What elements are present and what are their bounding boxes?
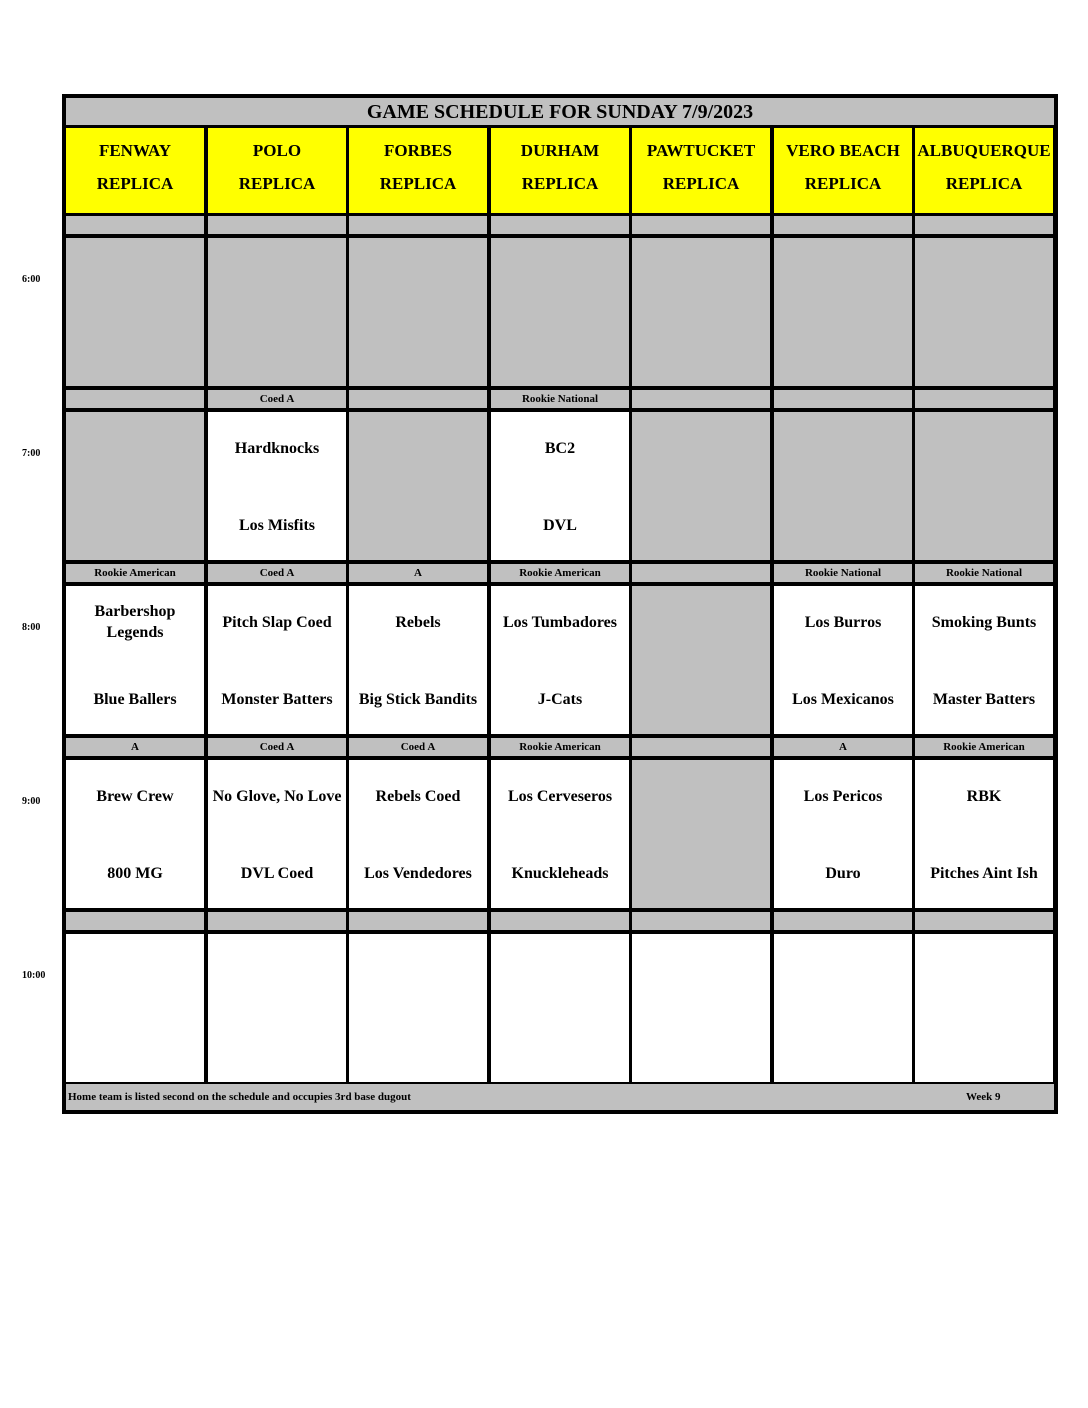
open-slot [66, 934, 204, 1082]
division-label [632, 564, 770, 582]
field-subtitle: REPLICA [945, 174, 1023, 193]
blocked-slot [632, 586, 770, 734]
open-slot [632, 934, 770, 1082]
time-column [0, 0, 60, 1408]
field-subtitle: REPLICA [662, 174, 740, 193]
game-cell [915, 760, 1053, 908]
schedule-title: GAME SCHEDULE FOR SUNDAY 7/9/2023 [66, 98, 1054, 125]
field-name: FENWAY [98, 141, 172, 160]
game-cell [208, 586, 346, 734]
field-header [774, 128, 912, 213]
division-label [491, 912, 629, 930]
home-team: 800 MG [107, 864, 163, 882]
home-team: Big Stick Bandits [358, 690, 478, 708]
division-label [208, 912, 346, 930]
blocked-slot [632, 760, 770, 908]
schedule-table [62, 94, 1058, 1114]
field-column [208, 128, 346, 1086]
field-name: POLO [252, 141, 302, 160]
blocked-slot [632, 238, 770, 386]
division-label: Rookie American [66, 564, 204, 582]
home-team: Monster Batters [221, 690, 333, 708]
division-label [208, 216, 346, 234]
division-label: Rookie National [491, 390, 629, 408]
division-label [66, 912, 204, 930]
away-team: Barbershop Legends [94, 603, 176, 641]
game-cell [491, 412, 629, 560]
open-slot [774, 934, 912, 1082]
game-cell [66, 586, 204, 734]
away-team: Los Pericos [803, 787, 883, 805]
division-label [915, 390, 1053, 408]
away-team: Rebels Coed [375, 787, 461, 805]
division-label [774, 390, 912, 408]
blocked-slot [774, 238, 912, 386]
game-cell [774, 760, 912, 908]
open-slot [491, 934, 629, 1082]
blocked-slot [66, 412, 204, 560]
division-label: Coed A [208, 390, 346, 408]
field-subtitle: REPLICA [521, 174, 599, 193]
game-cell [208, 412, 346, 560]
away-team: Rebels [395, 613, 441, 631]
division-label [632, 738, 770, 756]
field-column [66, 128, 204, 1086]
division-label [915, 912, 1053, 930]
home-team: Pitches Aint Ish [930, 864, 1038, 882]
blocked-slot [349, 412, 487, 560]
division-label: Rookie National [915, 564, 1053, 582]
field-header [915, 128, 1053, 213]
home-team: DVL [543, 516, 577, 534]
field-column [491, 128, 629, 1086]
field-header [632, 128, 770, 213]
away-team: BC2 [544, 439, 576, 457]
field-header [66, 128, 204, 213]
division-label [66, 216, 204, 234]
blocked-slot [66, 238, 204, 386]
home-team: Los Misfits [239, 516, 315, 534]
field-name: ALBUQUERQUE [917, 141, 1051, 160]
away-team: Pitch Slap Coed [222, 613, 332, 631]
home-team: Master Batters [932, 690, 1036, 708]
blocked-slot [208, 238, 346, 386]
open-slot [915, 934, 1053, 1082]
time-label: 9:00 [22, 796, 41, 807]
division-label [632, 912, 770, 930]
division-label [774, 216, 912, 234]
away-team: Los Cerveseros [507, 787, 613, 805]
division-label: Rookie National [774, 564, 912, 582]
game-cell [915, 586, 1053, 734]
field-name: DURHAM [520, 141, 600, 160]
game-cell [208, 760, 346, 908]
field-subtitle: REPLICA [804, 174, 882, 193]
division-label [66, 390, 204, 408]
away-team: Hardknocks [234, 439, 320, 457]
field-subtitle: REPLICA [96, 174, 174, 193]
division-label: Rookie American [915, 738, 1053, 756]
field-header [491, 128, 629, 213]
game-cell [349, 760, 487, 908]
open-slot [349, 934, 487, 1082]
division-label [632, 390, 770, 408]
division-label [774, 912, 912, 930]
blocked-slot [774, 412, 912, 560]
field-subtitle: REPLICA [238, 174, 316, 193]
division-label: Rookie American [491, 738, 629, 756]
field-name: PAWTUCKET [646, 141, 756, 160]
division-label: A [349, 564, 487, 582]
home-team: Los Vendedores [364, 864, 472, 882]
division-label [349, 216, 487, 234]
game-cell [491, 586, 629, 734]
division-label [915, 216, 1053, 234]
division-label [632, 216, 770, 234]
game-cell [491, 760, 629, 908]
division-label: A [66, 738, 204, 756]
schedule-footer [66, 1084, 1054, 1110]
field-header [208, 128, 346, 213]
field-subtitle: REPLICA [379, 174, 457, 193]
game-cell [349, 586, 487, 734]
field-column [774, 128, 912, 1086]
division-label: Coed A [208, 564, 346, 582]
game-cell [66, 760, 204, 908]
home-team: Duro [825, 864, 861, 882]
home-team: Blue Ballers [93, 690, 177, 708]
away-team: No Glove, No Love [212, 787, 342, 805]
blocked-slot [349, 238, 487, 386]
blocked-slot [491, 238, 629, 386]
field-column [632, 128, 770, 1086]
time-label: 6:00 [22, 274, 41, 285]
field-column [349, 128, 487, 1086]
field-name: FORBES [383, 141, 453, 160]
blocked-slot [915, 412, 1053, 560]
home-team: Knuckleheads [511, 864, 609, 882]
open-slot [208, 934, 346, 1082]
blocked-slot [915, 238, 1053, 386]
game-cell [774, 586, 912, 734]
field-name: VERO BEACH [786, 141, 900, 160]
away-team: Smoking Bunts [931, 613, 1037, 631]
week-label: Week 9 [966, 1091, 1001, 1103]
time-label: 8:00 [22, 622, 41, 633]
footer-note: Home team is listed second on the schedule and occupies 3rd base dugout [68, 1091, 411, 1103]
away-team: Brew Crew [96, 787, 174, 805]
division-label: A [774, 738, 912, 756]
division-label [349, 912, 487, 930]
blocked-slot [632, 412, 770, 560]
division-label: Coed A [349, 738, 487, 756]
home-team: DVL Coed [240, 864, 314, 882]
time-label: 10:00 [22, 970, 46, 981]
time-label: 7:00 [22, 448, 41, 459]
away-team: Los Burros [804, 613, 882, 631]
division-label: Coed A [208, 738, 346, 756]
field-header [349, 128, 487, 213]
division-label: Rookie American [491, 564, 629, 582]
away-team: RBK [966, 787, 1002, 805]
home-team: J-Cats [537, 690, 583, 708]
division-label [349, 390, 487, 408]
division-label [491, 216, 629, 234]
field-column [915, 128, 1053, 1086]
away-team: Los Tumbadores [503, 613, 617, 631]
home-team: Los Mexicanos [792, 690, 894, 708]
